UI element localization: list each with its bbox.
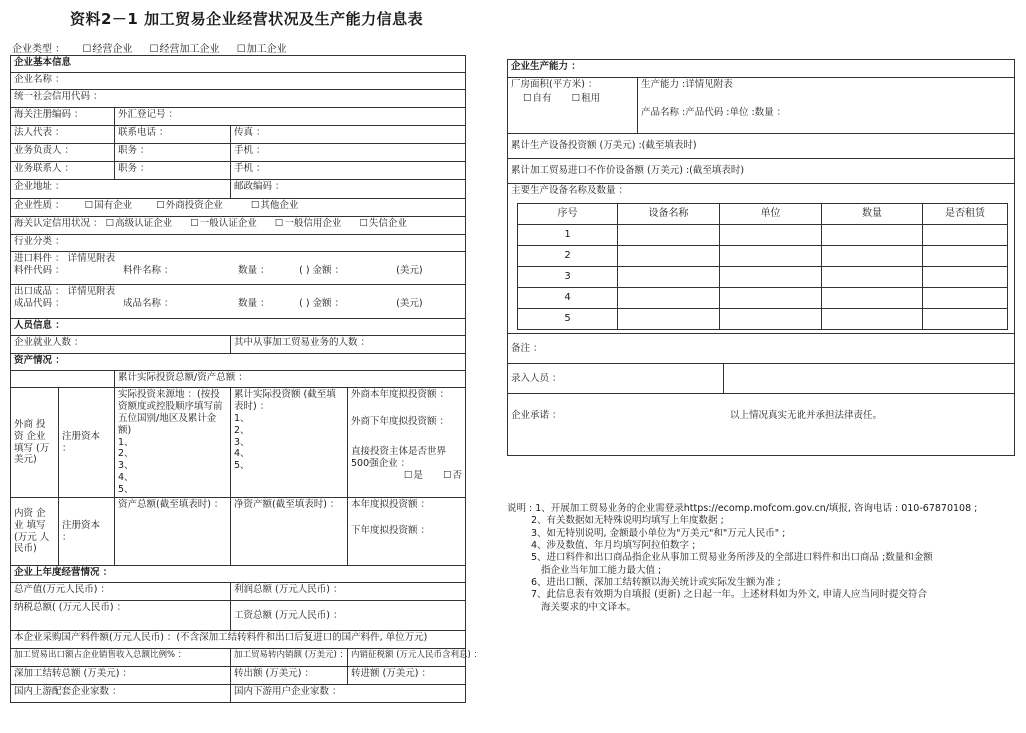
transfer-out-field[interactable]: 转出额 (万美元) ： — [231, 667, 348, 685]
domestic-section-label: 内资 企业 填写 (万元 人民币) — [11, 498, 59, 566]
nature-label: 企业性质 ： — [14, 200, 65, 211]
top500-label: 直接投资主体是否世界500强企业 ： — [351, 446, 447, 469]
capacity-cell — [638, 78, 1015, 134]
import-usd-unit: (美元) — [396, 264, 423, 276]
export-note: 详情见附表 — [67, 286, 116, 297]
commitment-label: 企业承诺 ： — [511, 410, 562, 421]
total-assets-field[interactable]: 资产总额(截至填表时) ： — [115, 498, 231, 566]
remarks-field[interactable]: 备注 ： — [508, 334, 1015, 364]
equipment-table — [517, 203, 1008, 330]
downstream-field[interactable]: 国内下游用户企业家数 ： — [231, 685, 466, 703]
capacity-text: 生产能力 :详情见附表 — [641, 79, 733, 90]
import-label: 进口料件 ： — [14, 253, 65, 264]
equipment-section — [508, 184, 1015, 334]
total-profit-field[interactable]: 利润总额 (万元人民币) ： — [231, 583, 466, 601]
note-line: 3、如无特别说明, 金额最小单位为"万美元"和"万元人民币" ; — [531, 527, 786, 539]
deep-transfer-field[interactable]: 深加工结转总额 (万美元) ： — [11, 667, 231, 685]
export-products-row — [11, 285, 466, 319]
invest-source-cell[interactable] — [115, 388, 231, 498]
import-name-field[interactable]: 料件名称 ： — [123, 264, 174, 276]
import-qty-field[interactable]: 数量 ： — [238, 264, 270, 276]
nature-row — [11, 199, 466, 217]
source-item-5: 5、 — [118, 484, 134, 495]
foreign-section-label: 外商 投资 企业 填写 (万美元) — [11, 388, 59, 498]
net-assets-field[interactable]: 净资产额(截至填表时) ： — [231, 498, 348, 566]
row-number: 1 — [518, 224, 618, 245]
commitment-cell — [508, 394, 1015, 456]
checkbox-state-owned[interactable]: ☐ 国有企业 — [85, 200, 133, 211]
checkbox-operating[interactable]: ☐ 经营企业 — [82, 44, 132, 55]
cum-item-5: 5、 — [234, 460, 250, 472]
equipment-header-row — [518, 203, 1008, 224]
checkbox-own[interactable]: ☐ 自有 — [523, 93, 552, 104]
cum-item-3: 3、 — [234, 436, 250, 448]
checkbox-general-cert[interactable]: ☐ 一般认证企业 — [190, 218, 257, 229]
capacity-header: 企业生产能力 ： — [508, 60, 1015, 78]
note-line: 6、进出口额、深加工结转额以海关统计或实际发生额为准 ; — [531, 577, 781, 589]
checkbox-advanced-cert[interactable]: ☐ 高级认证企业 — [106, 218, 173, 229]
source-item-4: 4、 — [118, 472, 134, 484]
table-row — [518, 224, 1008, 245]
foreign-next-year-field[interactable]: 外商下年度拟投资额 ： — [351, 416, 450, 427]
credit-code-field[interactable]: 统一社会信用代码 ： — [11, 90, 466, 108]
import-amount-field[interactable]: ( ) 金额 ： — [299, 264, 345, 276]
checkbox-general-credit[interactable]: ☐ 一般信用企业 — [275, 218, 342, 229]
domestic-plan-cell — [348, 498, 466, 566]
last-year-header: 企业上年度经营情况 ： — [11, 566, 466, 583]
fax-field[interactable]: 传真 ： — [231, 126, 466, 144]
note-line: 海关要求的中文译本。 — [541, 601, 637, 613]
title-field-1[interactable]: 职务 ： — [115, 144, 231, 162]
source-item-2: 2、 — [118, 448, 134, 460]
cum-invest-label: 累计实际投资额 (截至填表时) ： — [234, 389, 336, 412]
import-materials-row — [11, 252, 466, 285]
enterprise-type-line — [12, 40, 301, 55]
col-equip-name: 设备名称 — [618, 203, 720, 224]
basic-info-header: 企业基本信息 — [11, 56, 466, 73]
checkbox-rent[interactable]: ☐ 租用 — [572, 93, 601, 104]
cum-item-1: 1、 — [234, 412, 250, 424]
right-form-table — [507, 59, 1015, 456]
domestic-sales-field[interactable]: 加工贸易转内销额 (万美元) ： — [231, 649, 348, 667]
equip-invest-field[interactable]: 累计生产设备投资额 (万美元) :(截至填表时) — [508, 134, 1015, 159]
table-row — [518, 287, 1008, 308]
note-line: 5、进口料件和出口商品指企业从事加工贸易业务所涉及的全部进口料件和出口商品 ;数量和金额 — [531, 552, 933, 564]
export-name-field[interactable]: 成品名称 ： — [123, 297, 174, 309]
credit-label: 海关认定信用状况 ： — [14, 218, 103, 229]
import-code-field[interactable]: 料件代码 ： — [14, 264, 65, 276]
entry-person-field[interactable]: 录入人员 ： — [508, 364, 724, 394]
note-line: 指企业当年加工能力最大值 ; — [541, 564, 662, 576]
col-quantity: 数量 — [822, 203, 923, 224]
col-seq: 序号 — [518, 203, 618, 224]
checkbox-dishonest[interactable]: ☐ 失信企业 — [359, 218, 407, 229]
postcode-field[interactable]: 邮政编码 ： — [231, 180, 466, 199]
checkbox-top500-no[interactable]: ☐ 否 — [443, 470, 462, 481]
checkbox-other-enterprise[interactable]: ☐ 其他企业 — [251, 200, 299, 211]
this-year-invest-field[interactable]: 本年度拟投资额 ： — [351, 499, 431, 510]
domestic-reg-capital-field[interactable]: 注册资本 ： — [59, 498, 115, 566]
row-number: 5 — [518, 308, 618, 329]
industry-field[interactable]: 行业分类 ： — [11, 235, 466, 252]
transfer-in-field[interactable]: 转进额 (万美元) ： — [348, 667, 466, 685]
checkbox-processing[interactable]: ☐ 加工企业 — [237, 44, 287, 55]
phone-field[interactable]: 联系电话 ： — [115, 126, 231, 144]
upstream-field[interactable]: 国内上游配套企业家数 ： — [11, 685, 231, 703]
legal-rep-field[interactable]: 法人代表 ： — [11, 126, 115, 144]
table-row — [518, 266, 1008, 287]
col-leased: 是否租赁 — [923, 203, 1008, 224]
processing-staff-field[interactable]: 其中从事加工贸易业务的人数 ： — [231, 336, 466, 354]
checkbox-top500-yes[interactable]: ☐ 是 — [404, 470, 423, 481]
table-row — [518, 245, 1008, 266]
assets-header: 资产情况 ： — [11, 354, 466, 371]
next-year-invest-field[interactable]: 下年度拟投资额 ： — [351, 525, 431, 536]
note-line: 2、有关数据如无特殊说明均填写上年度数据 ; — [531, 515, 724, 527]
domestic-purchase-field[interactable]: 本企业采购国产料件额(万元人民币) ：(不含深加工结转料件和出口后复进口的国产料件, 单位万元) — [11, 631, 466, 649]
note-line: 4、涉及数值、年月均填写阿拉伯数字 ; — [531, 540, 696, 552]
row-number: 4 — [518, 287, 618, 308]
note-line: 7、此信息表有效期为自填报 (更新) 之日起一年。上述材料如为外文, 申请人应当同时提交符合 — [531, 589, 928, 601]
checkbox-operating-processing[interactable]: ☐ 经营加工企业 — [150, 44, 220, 55]
foreign-reg-capital-field[interactable]: 注册资本 ： — [59, 388, 115, 498]
address-field[interactable]: 企业地址 ： — [11, 180, 231, 199]
cum-invest-cell[interactable] — [231, 388, 348, 498]
table-row — [518, 308, 1008, 329]
foreign-this-year-field[interactable]: 外商本年度拟投资额 ： — [351, 389, 450, 400]
name-field[interactable]: 企业名称 ： — [11, 73, 466, 90]
left-form-table — [10, 55, 483, 703]
forex-code-field[interactable]: 外汇登记号 ： — [115, 108, 466, 126]
col-unit: 单位 — [720, 203, 822, 224]
domestic-tax-field[interactable]: 内销征税额 (万元人民币含利息) ： — [348, 649, 466, 667]
employees-field[interactable]: 企业就业人数 ： — [11, 336, 231, 354]
mobile-field-1[interactable]: 手机 ： — [231, 144, 466, 162]
cum-ratio-field[interactable]: 累计实际投资总额/资产总额 ： — [115, 371, 466, 388]
biz-contact-field[interactable]: 业务联系人 ： — [11, 162, 115, 180]
equip-import-field[interactable]: 累计加工贸易进口不作价设备额 (万美元) :(截至填表时) — [508, 159, 1015, 184]
plant-area-label: 厂房面积(平方米) ： — [511, 79, 598, 90]
customs-code-field[interactable]: 海关注册编码 ： — [11, 108, 115, 126]
export-qty-field[interactable]: 数量 ： — [238, 297, 270, 309]
enterprise-type-label: 企业类型 ： — [12, 44, 66, 55]
export-label: 出口成品 ： — [14, 286, 65, 297]
source-item-1: 1、 — [118, 436, 134, 448]
export-code-field[interactable]: 成品代码 ： — [14, 297, 65, 309]
wage-total-field[interactable]: 工资总额 (万元人民币) ： — [231, 601, 466, 631]
equip-header: 主要生产设备名称及数量 ： — [511, 185, 629, 196]
mobile-field-2[interactable]: 手机 ： — [231, 162, 466, 180]
commitment-text: 以上情况真实无讹并承担法律责任。 — [730, 410, 883, 421]
notes-block — [507, 503, 1019, 614]
export-usd-unit: (美元) — [396, 297, 423, 309]
row-number: 2 — [518, 245, 618, 266]
export-amount-field[interactable]: ( ) 金额 ： — [299, 297, 345, 309]
plant-area-cell — [508, 78, 638, 134]
invest-source-label: 实际投资来源地 ：(按投资额度或控股顺序填写前五位国别/地区及累计金额) — [118, 389, 223, 436]
product-line[interactable]: 产品名称 :产品代码 :单位 :数量 ： — [641, 106, 787, 118]
staff-header: 人员信息 ： — [11, 319, 466, 336]
gross-output-field[interactable]: 总产值(万元人民币) ： — [11, 583, 231, 601]
cum-item-4: 4、 — [234, 448, 250, 460]
biz-manager-field[interactable]: 业务负责人 ： — [11, 144, 115, 162]
page-title: 资料2－1 加工贸易企业经营状况及生产能力信息表 — [70, 10, 424, 28]
tax-total-field[interactable]: 纳税总额( (万元人民币) ： — [11, 601, 231, 631]
cum-item-2: 2、 — [234, 424, 250, 436]
import-note: 详情见附表 — [67, 253, 116, 264]
note-line: 说明 : 1、开展加工贸易业务的企业需登录https://ecomp.mofcom.gov.cn/填报, 咨询电话 : 010-67870108 ; — [507, 503, 978, 514]
foreign-plan-cell — [348, 388, 466, 498]
export-ratio-field[interactable]: 加工贸易出口额占企业销售收入总额比例% ： — [11, 649, 231, 667]
title-field-2[interactable]: 职务 ： — [115, 162, 231, 180]
source-item-3: 3、 — [118, 460, 134, 472]
entry-person-value[interactable] — [724, 364, 1015, 394]
row-number: 3 — [518, 266, 618, 287]
credit-status-row — [11, 217, 466, 235]
checkbox-foreign-invested[interactable]: ☐ 外商投资企业 — [156, 200, 223, 211]
